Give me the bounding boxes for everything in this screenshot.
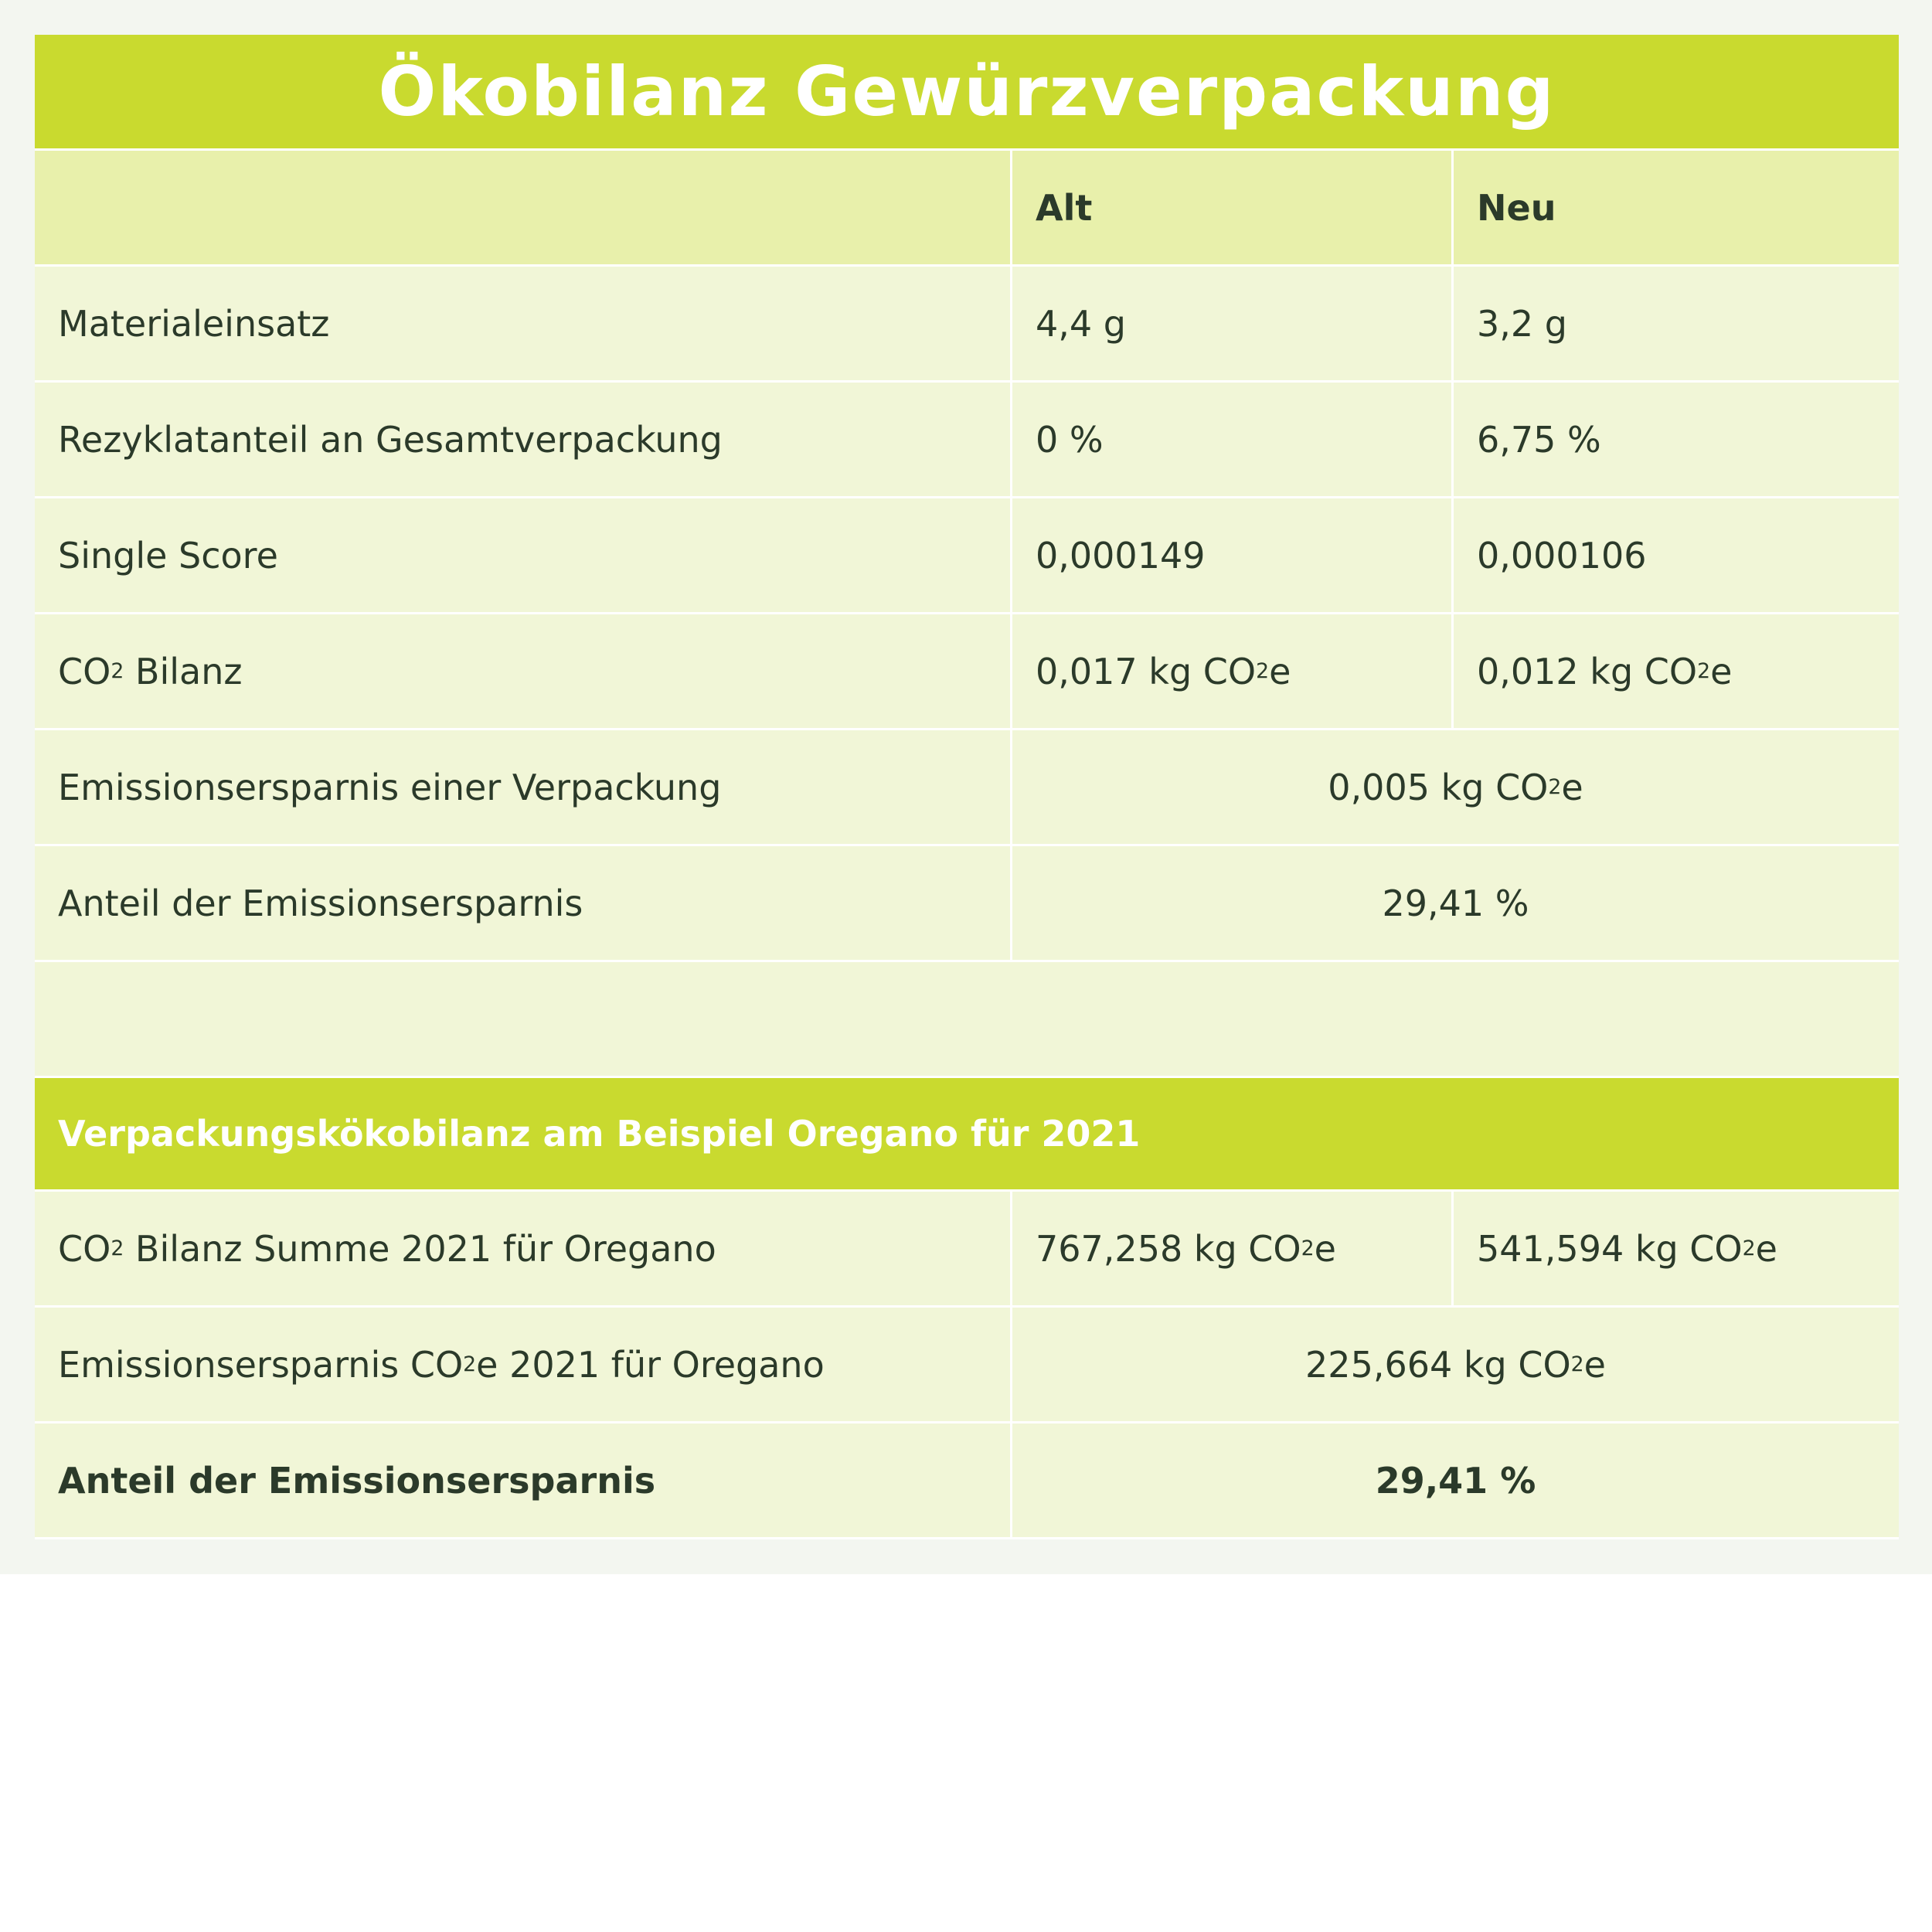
row-label: CO 2 Bilanz Summe 2021 für Oregano [35,1192,1012,1305]
eco-balance-table [35,35,1899,1539]
row-label: Anteil der Emissionsersparnis [35,1423,1012,1537]
row-label: CO 2 Bilanz [35,614,1012,728]
value-text: 0,005 kg CO [1328,766,1549,808]
value-text: 0,012 kg CO [1477,650,1698,692]
label-text: Emissionsersparnis CO [58,1343,464,1386]
row-neu-value: 0,000106 [1477,534,1647,577]
table-row [35,846,1899,962]
value-text: e [1561,766,1583,808]
row-label: Materialeinsatz [35,267,1012,380]
row-neu-value: 0,012 kg CO 2 e [1477,650,1733,692]
table-row [35,1308,1899,1423]
row-alt-value: 0,000149 [1012,498,1454,612]
header-neu: Neu [1477,186,1556,229]
row-label: Rezyklatanteil an Gesamtverpackung [35,383,1012,496]
row-alt-value: 767,258 kg CO 2 e [1012,1192,1454,1305]
value-text: 767,258 kg CO [1036,1227,1301,1270]
row-neu-value: 3,2 g [1477,302,1567,345]
row-label: Anteil der Emissionsersparnis [35,846,1012,960]
row-neu-value: 541,594 kg CO 2 e [1477,1227,1777,1270]
table-row [35,1192,1899,1308]
label-text: Bilanz Summe 2021 für Oregano [124,1227,716,1270]
label-text: e 2021 für Oregano [476,1343,825,1386]
table-row [35,267,1899,383]
row-merged-value: 29,41 % [1375,1459,1536,1502]
row-merged-value: 29,41 % [1382,882,1529,924]
table-spacer [35,962,1899,1078]
table-title: Ökobilanz Gewürzverpackung [35,35,1899,151]
table-header-row [35,151,1899,267]
section-title: Verpackungskökobilanz am Beispiel Oregano für 2021 [35,1078,1899,1192]
table-row [35,614,1899,730]
row-alt-value: 4,4 g [1012,267,1454,380]
row-label: Emissionsersparnis einer Verpackung [35,730,1012,844]
row-alt-value: 0 % [1012,383,1454,496]
value-text: 0,017 kg CO [1036,650,1257,692]
row-merged-value: 0,005 kg CO 2 e [1328,766,1583,808]
value-text: 541,594 kg CO [1477,1227,1743,1270]
value-text: e [1314,1227,1336,1270]
row-alt-value: 0,017 kg CO 2 e [1012,614,1454,728]
row-neu-value: 6,75 % [1477,418,1601,461]
row-merged-value: 225,664 kg CO 2 e [1305,1343,1606,1386]
row-label: Emissionsersparnis CO 2 e 2021 für Oregano [35,1308,1012,1421]
value-text: e [1710,650,1733,692]
label-text: CO [58,650,111,692]
table-row [35,498,1899,614]
label-text: CO [58,1227,111,1270]
row-label: Single Score [35,498,1012,612]
value-text: e [1755,1227,1777,1270]
table-row [35,730,1899,846]
header-alt: Alt [1012,151,1454,264]
table-row [35,1423,1899,1539]
label-text: Bilanz [124,650,243,692]
value-text: 225,664 kg CO [1305,1343,1571,1386]
value-text: e [1583,1343,1606,1386]
table-row [35,383,1899,498]
value-text: e [1269,650,1291,692]
header-label-cell [35,151,1012,264]
